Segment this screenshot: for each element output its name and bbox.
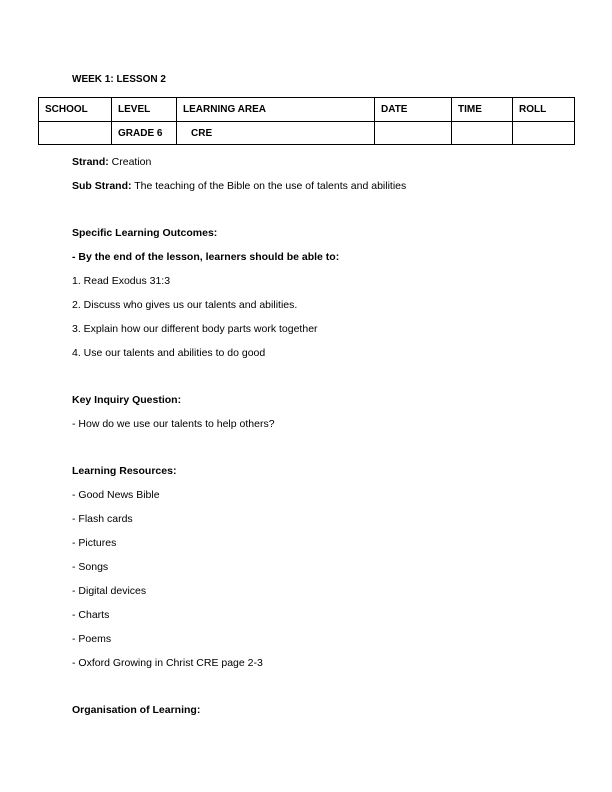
list-item: - Flash cards (72, 513, 133, 525)
list-item: 1. Read Exodus 31:3 (72, 275, 171, 287)
resources-title: Learning Resources: (72, 465, 177, 477)
header-level: LEVEL (112, 98, 177, 122)
inquiry-question: - How do we use our talents to help others? (72, 418, 275, 430)
header-time: TIME (452, 98, 513, 122)
sub-strand-label: Sub Strand: (72, 180, 132, 192)
cell-level: GRADE 6 (112, 122, 177, 145)
lesson-heading: WEEK 1: LESSON 2 (72, 74, 166, 85)
lesson-info-table (38, 97, 575, 145)
header-date: DATE (375, 98, 452, 122)
inquiry-title: Key Inquiry Question: (72, 394, 182, 406)
cell-school (39, 122, 112, 145)
header-roll: ROLL (513, 98, 575, 122)
table-header-row (39, 98, 575, 122)
cell-time (452, 122, 513, 145)
sub-strand-line (72, 178, 572, 202)
list-item: - Oxford Growing in Christ CRE page 2-3 (72, 657, 263, 669)
outcomes-title: Specific Learning Outcomes: (72, 227, 218, 239)
list-item: 3. Explain how our different body parts work together (72, 323, 318, 335)
list-item: 4. Use our talents and abilities to do good (72, 347, 266, 359)
list-item: - Songs (72, 561, 109, 573)
list-item: 2. Discuss who gives us our talents and abilities. (72, 299, 298, 311)
strand-label: Strand: (72, 156, 109, 168)
outcomes-intro: - By the end of the lesson, learners should be able to: (72, 251, 340, 263)
list-item: - Poems (72, 633, 112, 645)
list-item: - Good News Bible (72, 489, 160, 501)
table-row (39, 122, 575, 145)
lesson-content (72, 154, 572, 726)
cell-roll (513, 122, 575, 145)
cell-learning-area: CRE (177, 122, 375, 145)
list-item: - Digital devices (72, 585, 147, 597)
cell-date (375, 122, 452, 145)
organisation-title: Organisation of Learning: (72, 704, 201, 716)
sub-strand-value: The teaching of the Bible on the use of talents and abilities (134, 180, 407, 192)
list-item: - Charts (72, 609, 110, 621)
header-learning-area: LEARNING AREA (177, 98, 375, 122)
strand-line (72, 154, 572, 178)
strand-value: Creation (111, 156, 152, 168)
list-item: - Pictures (72, 537, 117, 549)
header-school: SCHOOL (39, 98, 112, 122)
